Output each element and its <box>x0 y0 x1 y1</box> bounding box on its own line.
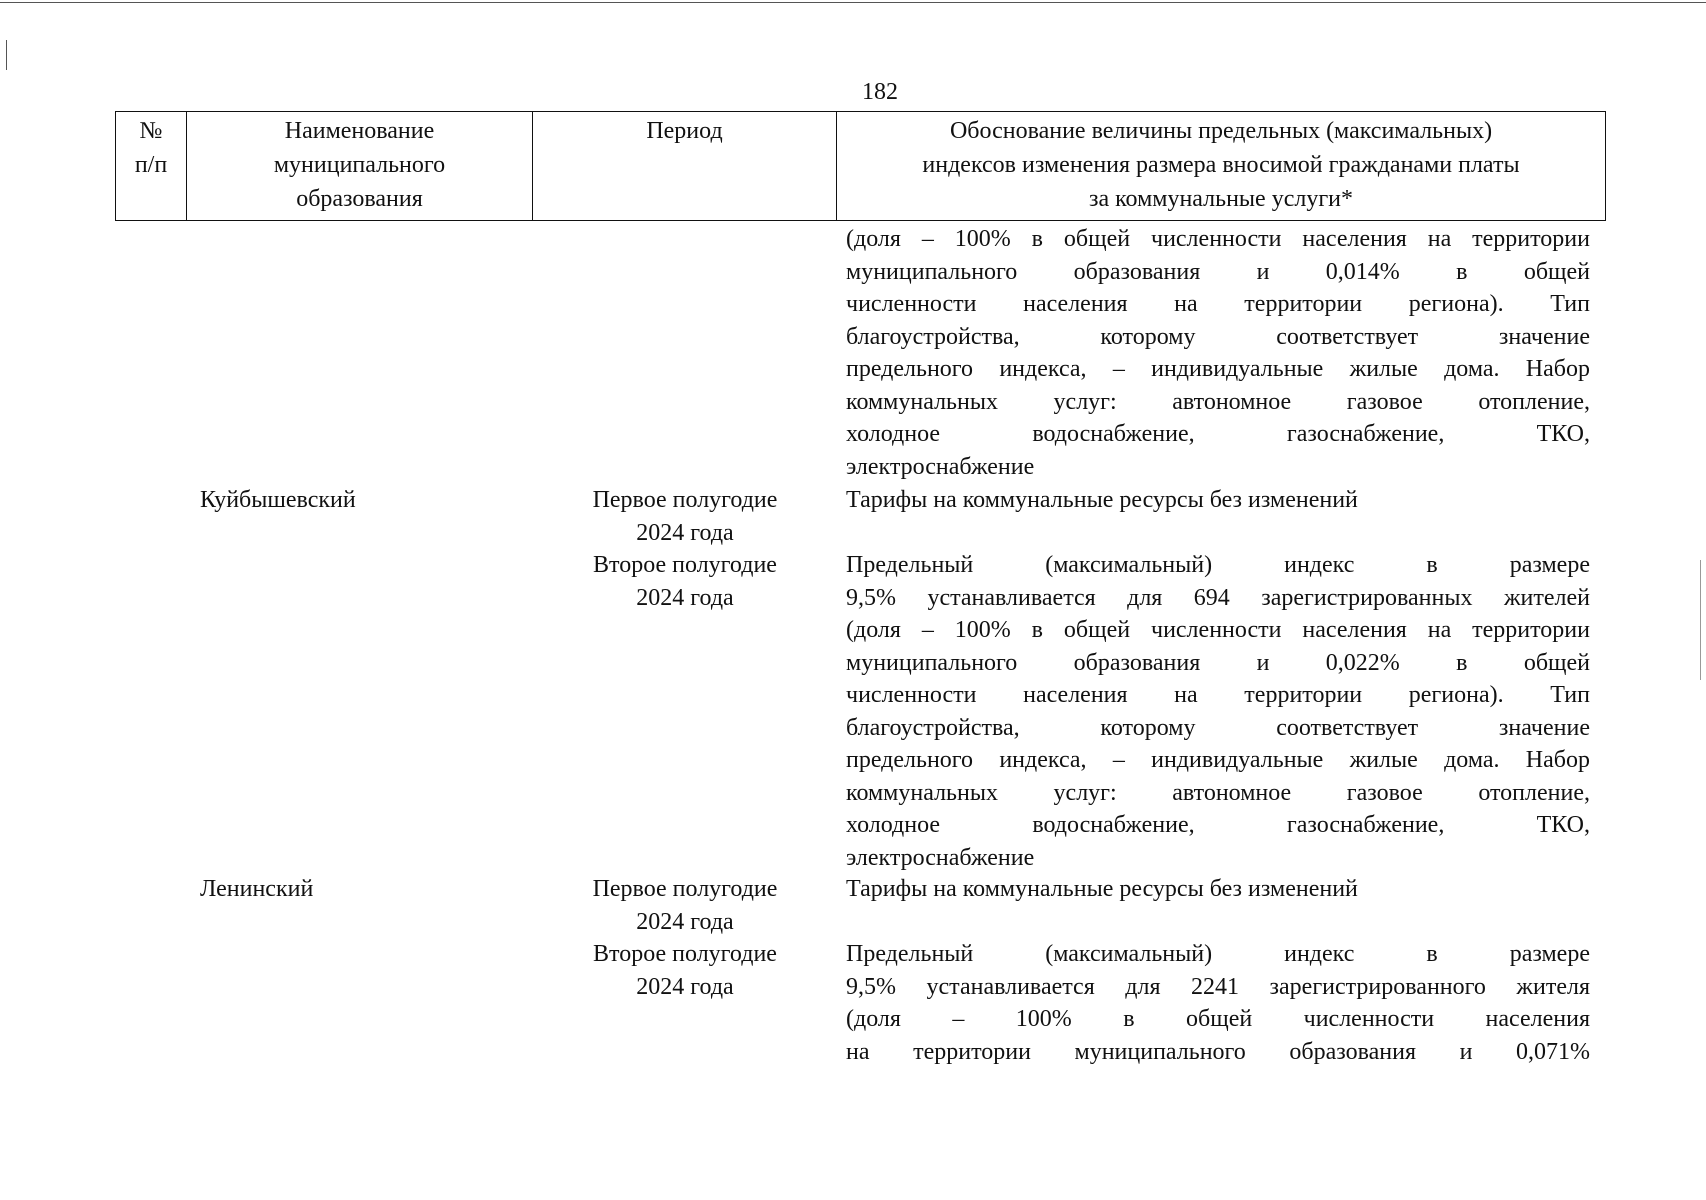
header-justification-line: Обоснование величины предельных (максимальных) <box>949 118 1493 144</box>
header-number <box>116 112 187 220</box>
text-line: предельного индекса, – индивидуальные жилые дома. Набор <box>846 747 1590 773</box>
justification-text <box>846 873 1590 906</box>
header-justification-line: индексов изменения размера вносимой гражданами платы <box>922 152 1520 178</box>
text-line: (доля – 100% в общей численности населения <box>846 1006 1590 1032</box>
text-line: (доля – 100% в общей численности населения на территории <box>846 226 1590 252</box>
scan-edge-right <box>1700 560 1701 680</box>
text-line: коммунальных услуг: автономное газовое отопление, <box>846 388 1590 415</box>
justification-text <box>846 938 1590 1068</box>
text-line: холодное водоснабжение, газоснабжение, ТКО, <box>846 812 1590 838</box>
text-line: электроснабжение <box>846 844 1035 871</box>
header-municipality <box>187 112 533 220</box>
continuation-text <box>846 223 1590 483</box>
text-line: численности населения на территории региона). Тип <box>846 682 1590 708</box>
municipality-name: Куйбышевский <box>200 487 356 513</box>
header-period <box>533 112 837 220</box>
text-line: предельного индекса, – индивидуальные жилые дома. Набор <box>846 356 1590 382</box>
table-header <box>115 111 1606 221</box>
text-line: коммунальных услуг: автономное газовое отопление, <box>846 779 1590 806</box>
header-justification <box>837 112 1605 220</box>
period-second-half <box>560 938 810 1003</box>
text-line: Тарифы на коммунальные ресурсы без изменений <box>846 487 1358 513</box>
scan-edge-top <box>0 2 1706 3</box>
header-justification-line: за коммунальные услуги* <box>1088 186 1354 212</box>
text-line: 9,5% устанавливается для 2241 зарегистрированного жителя <box>846 973 1590 1000</box>
header-municipality-line: Наименование <box>284 118 435 144</box>
text-line: на территории муниципального образования и 0,071% <box>846 1038 1590 1065</box>
text-line: численности населения на территории региона). Тип <box>846 291 1590 317</box>
period-first-half <box>560 484 810 549</box>
text-line: благоустройства, которому соответствует значение <box>846 714 1590 741</box>
text-line: Тарифы на коммунальные ресурсы без изменений <box>846 876 1358 902</box>
header-number-line: № <box>139 118 163 144</box>
period-line: Второе полугодие <box>593 552 777 578</box>
text-line: Предельный (максимальный) индекс в размере <box>846 941 1590 967</box>
period-line: 2024 года <box>636 584 734 611</box>
header-municipality-line: образования <box>296 186 423 212</box>
period-line: Первое полугодие <box>592 487 778 513</box>
period-first-half <box>560 873 810 938</box>
text-line: 9,5% устанавливается для 694 зарегистрированных жителей <box>846 584 1590 611</box>
period-line: Первое полугодие <box>592 876 778 902</box>
text-line: муниципального образования и 0,014% в общей <box>846 258 1590 285</box>
text-line: муниципального образования и 0,022% в общей <box>846 649 1590 676</box>
text-line: Предельный (максимальный) индекс в размере <box>846 552 1590 578</box>
text-line: (доля – 100% в общей численности населения на территории <box>846 617 1590 643</box>
header-number-line: п/п <box>134 152 168 178</box>
justification-text <box>846 549 1590 874</box>
header-municipality-line: муниципального <box>273 152 446 178</box>
period-second-half <box>560 549 810 614</box>
period-line: 2024 года <box>636 519 734 546</box>
period-line: 2024 года <box>636 973 734 1000</box>
period-line: Второе полугодие <box>593 941 777 967</box>
text-line: электроснабжение <box>846 453 1035 480</box>
scan-edge-left <box>6 40 7 70</box>
header-period-line: Период <box>646 118 723 144</box>
period-line: 2024 года <box>636 908 734 935</box>
municipality-name: Ленинский <box>200 876 314 902</box>
text-line: холодное водоснабжение, газоснабжение, ТКО, <box>846 421 1590 447</box>
page-number: 182 <box>862 79 898 105</box>
text-line: благоустройства, которому соответствует значение <box>846 323 1590 350</box>
justification-text <box>846 484 1590 517</box>
